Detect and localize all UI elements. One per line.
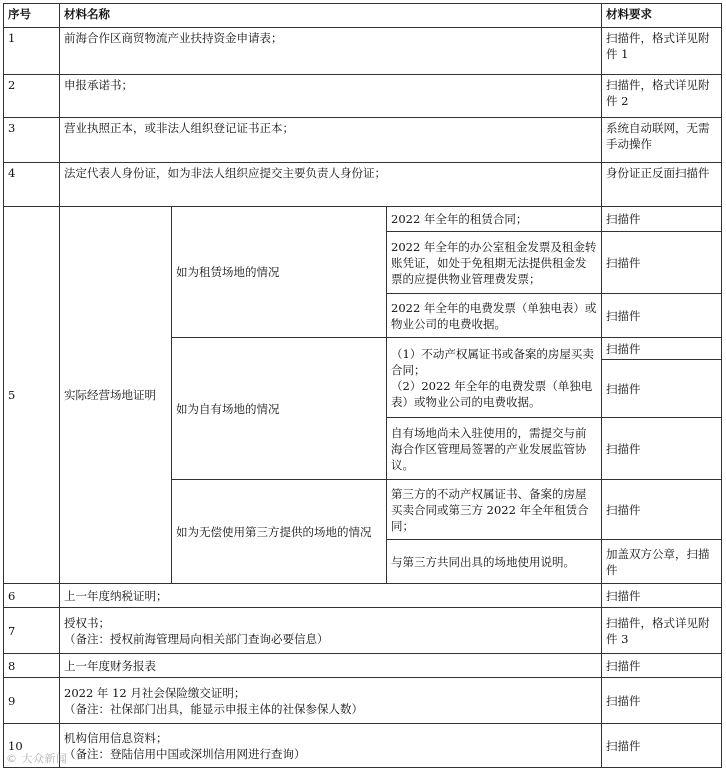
- table-row-site-proof: [4, 207, 722, 232]
- row-requirement: 扫描件: [602, 724, 722, 768]
- row-name-line: 授权书；: [64, 615, 110, 630]
- table-row: [4, 608, 722, 654]
- row-name: 实际经营场地证明: [60, 207, 172, 584]
- site-item-requirement: 扫描件: [602, 338, 722, 360]
- row-no: 7: [4, 608, 60, 654]
- row-requirement: 扫描件: [602, 678, 722, 724]
- row-no: 6: [4, 584, 60, 608]
- row-requirement: 系统自动联网，无需手动操作: [602, 118, 722, 163]
- header-requirement: 材料要求: [602, 4, 722, 28]
- row-name-note: （备注：授权前海管理局向相关部门查询必要信息）: [64, 631, 329, 646]
- row-no: 10: [4, 724, 60, 768]
- row-name-line: 上一年度纳税证明；: [64, 588, 168, 603]
- row-no: 5: [4, 207, 60, 584]
- row-requirement: 扫描件，格式详见附件 3: [602, 608, 722, 654]
- row-name: 营业执照正本，或非法人组织登记证书正本；: [60, 118, 602, 163]
- watermark: © 大众新闻: [6, 752, 68, 765]
- site-item: [387, 338, 602, 418]
- row-requirement: 扫描件，格式详见附件 2: [602, 75, 722, 118]
- site-item: 2022 年全年的租赁合同；: [387, 207, 602, 232]
- site-group-label-owned: 如为自有场地的情况: [172, 338, 387, 480]
- table-row: [4, 724, 722, 768]
- site-item-requirement: 扫描件: [602, 294, 722, 338]
- site-item-requirement: 加盖双方公章，扫描件: [602, 540, 722, 584]
- site-group-label-rented: 如为租赁场地的情况: [172, 207, 387, 338]
- row-name: [60, 724, 602, 768]
- row-name: [60, 584, 602, 608]
- site-item: 2022 年全年的电费发票（单独电表）或物业公司的电费收据。: [387, 294, 602, 338]
- site-item-requirement: 扫描件: [602, 418, 722, 480]
- site-item: 第三方的不动产权属证书、备案的房屋买卖合同或第三方 2022 年全年租赁合同；: [387, 480, 602, 540]
- row-name-line: 机构信用信息资料；: [64, 730, 168, 745]
- row-no: 4: [4, 163, 60, 207]
- row-requirement: 扫描件: [602, 584, 722, 608]
- site-item-requirement: 扫描件: [602, 207, 722, 232]
- row-name: [60, 678, 602, 724]
- header-name: 材料名称: [60, 4, 602, 28]
- row-name: 申报承诺书；: [60, 75, 602, 118]
- row-requirement: 身份证正反面扫描件: [602, 163, 722, 207]
- row-no: 3: [4, 118, 60, 163]
- site-item-line: （1）不动产权属证书或备案的房屋买卖合同；: [391, 346, 594, 377]
- table-row: [4, 654, 722, 678]
- site-item: 与第三方共同出具的场地使用说明。: [387, 540, 602, 584]
- site-item-line: （2）2022 年全年的电费发票（单独电表）或物业公司的电费收据。: [391, 378, 593, 409]
- table-row: [4, 28, 722, 75]
- site-item-requirement: 扫描件: [602, 232, 722, 294]
- header-no: 序号: [4, 4, 60, 28]
- table-row: [4, 75, 722, 118]
- row-requirement: 扫描件: [602, 654, 722, 678]
- row-name: [60, 654, 602, 678]
- row-no: 2: [4, 75, 60, 118]
- table-row: [4, 678, 722, 724]
- site-item: 自有场地尚未入驻使用的，需提交与前海合作区管理局签署的产业发展监管协议。: [387, 418, 602, 480]
- table-row: [4, 163, 722, 207]
- row-no: 1: [4, 28, 60, 75]
- row-no: 8: [4, 654, 60, 678]
- site-item-requirement: 扫描件: [602, 480, 722, 540]
- row-name-note: （备注：登陆信用中国或深圳信用网进行查询）: [64, 746, 306, 761]
- table-row: [4, 118, 722, 163]
- site-item: 2022 年全年的办公室租金发票及租金转账凭证，如处于免租期无法提供租金发票的应提供物业管理费发票；: [387, 232, 602, 294]
- table-header-row: [4, 4, 722, 28]
- site-group-label-free-use: 如为无偿使用第三方提供的场地的情况: [172, 480, 387, 584]
- row-name: 前海合作区商贸物流产业扶持资金申请表；: [60, 28, 602, 75]
- site-item-requirement: 扫描件: [602, 360, 722, 418]
- row-requirement: 扫描件，格式详见附件 1: [602, 28, 722, 75]
- row-no: 9: [4, 678, 60, 724]
- row-name: [60, 608, 602, 654]
- row-name-note: （备注：社保部门出具，能显示申报主体的社保参保人数）: [64, 701, 363, 716]
- row-name-line: 2022 年 12 月社会保险缴交证明；: [64, 685, 246, 700]
- table-row: [4, 584, 722, 608]
- materials-table: [3, 3, 722, 768]
- row-name: 法定代表人身份证，如为非法人组织应提交主要负责人身份证；: [60, 163, 602, 207]
- row-name-line: 上一年度财务报表: [64, 658, 156, 673]
